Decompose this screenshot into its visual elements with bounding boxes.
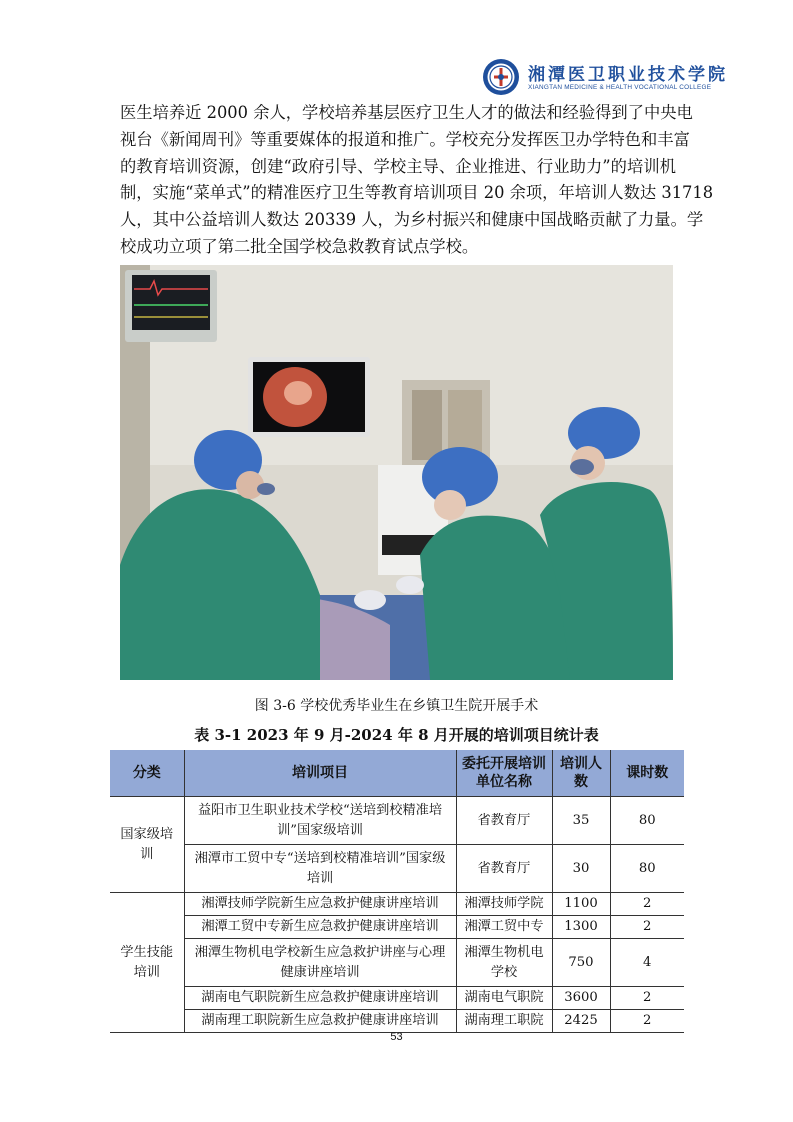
hours-cell: 80 [610, 845, 684, 893]
header-unit: 委托开展培训单位名称 [456, 750, 552, 797]
project-cell: 湘潭市工贸中专“送培到校精准培训”国家级培训 [184, 845, 456, 893]
project-cell: 湘潭工贸中专新生应急救护健康讲座培训 [184, 916, 456, 939]
hours-cell: 4 [610, 939, 684, 987]
paragraph-line: 的教育培训资源，创建“政府引导、学校主导、企业推进、行业助力”的培训机 [120, 156, 676, 176]
people-cell: 750 [552, 939, 610, 987]
paragraph-line: 制，实施“菜单式”的精准医疗卫生等教育培训项目 20 余项，年培训人数达 31718 [120, 183, 714, 203]
header-project: 培训项目 [184, 750, 456, 797]
body-paragraph [120, 100, 714, 261]
hours-cell: 2 [610, 1010, 684, 1033]
project-cell: 益阳市卫生职业技术学校“送培到校精准培训”国家级培训 [184, 797, 456, 845]
header-category: 分类 [110, 750, 184, 797]
people-cell: 3600 [552, 987, 610, 1010]
category-cell: 学生技能培训 [110, 893, 184, 1033]
paragraph-line: 医生培养近 2000 余人，学校培养基层医疗卫生人才的做法和经验得到了中央电 [120, 103, 693, 122]
unit-cell: 省教育厅 [456, 845, 552, 893]
paragraph-line: 视台《新闻周刊》等重要媒体的报道和推广。学校充分发挥医卫办学特色和丰富 [120, 129, 690, 149]
hours-cell: 2 [610, 987, 684, 1010]
table-row [110, 893, 684, 916]
hours-cell: 2 [610, 916, 684, 939]
project-cell: 湘潭技师学院新生应急救护健康讲座培训 [184, 893, 456, 916]
header-hours: 课时数 [610, 750, 684, 797]
school-name-cn: 湘潭医卫职业技术学院 [528, 65, 728, 85]
people-cell: 35 [552, 797, 610, 845]
college-seal-icon [482, 58, 520, 96]
unit-cell: 湖南理工职院 [456, 1010, 552, 1033]
table-row [110, 845, 684, 893]
unit-cell: 湘潭工贸中专 [456, 916, 552, 939]
table-header-row [110, 750, 684, 797]
project-cell: 湘潭生物机电学校新生应急救护讲座与心理健康讲座培训 [184, 939, 456, 987]
project-cell: 湖南电气职院新生应急救护健康讲座培训 [184, 987, 456, 1010]
people-cell: 30 [552, 845, 610, 893]
unit-cell: 省教育厅 [456, 797, 552, 845]
table-row [110, 797, 684, 845]
table-row [110, 987, 684, 1010]
paragraph-line: 人，其中公益培训人数达 20339 人，为乡村振兴和健康中国战略贡献了力量。学 [120, 210, 704, 230]
table-row [110, 916, 684, 939]
unit-cell: 湘潭技师学院 [456, 893, 552, 916]
figure-caption: 图 3-6 学校优秀毕业生在乡镇卫生院开展手术 [254, 698, 539, 714]
training-stats-table [110, 750, 684, 1033]
school-name-en: XIANGTAN MEDICINE & HEALTH VOCATIONAL COLLEGE [528, 84, 712, 91]
table-row [110, 1010, 684, 1033]
college-logo [482, 58, 728, 98]
people-cell: 1300 [552, 916, 610, 939]
category-cell: 国家级培训 [110, 797, 184, 893]
paragraph-line: 校成功立项了第二批全国学校急救教育试点学校。 [120, 236, 479, 256]
people-cell: 2425 [552, 1010, 610, 1033]
table-title: 表 3-1 2023 年 9 月-2024 年 8 月开展的培训项目统计表 [194, 726, 599, 744]
unit-cell: 湖南电气职院 [456, 987, 552, 1010]
page-number: 53 [390, 1031, 403, 1043]
unit-cell: 湘潭生物机电学校 [456, 939, 552, 987]
header-people: 培训人数 [552, 750, 610, 797]
hours-cell: 80 [610, 797, 684, 845]
surgery-photo [120, 265, 673, 680]
table-row [110, 939, 684, 987]
project-cell: 湖南理工职院新生应急救护健康讲座培训 [184, 1010, 456, 1033]
people-cell: 1100 [552, 893, 610, 916]
hours-cell: 2 [610, 893, 684, 916]
